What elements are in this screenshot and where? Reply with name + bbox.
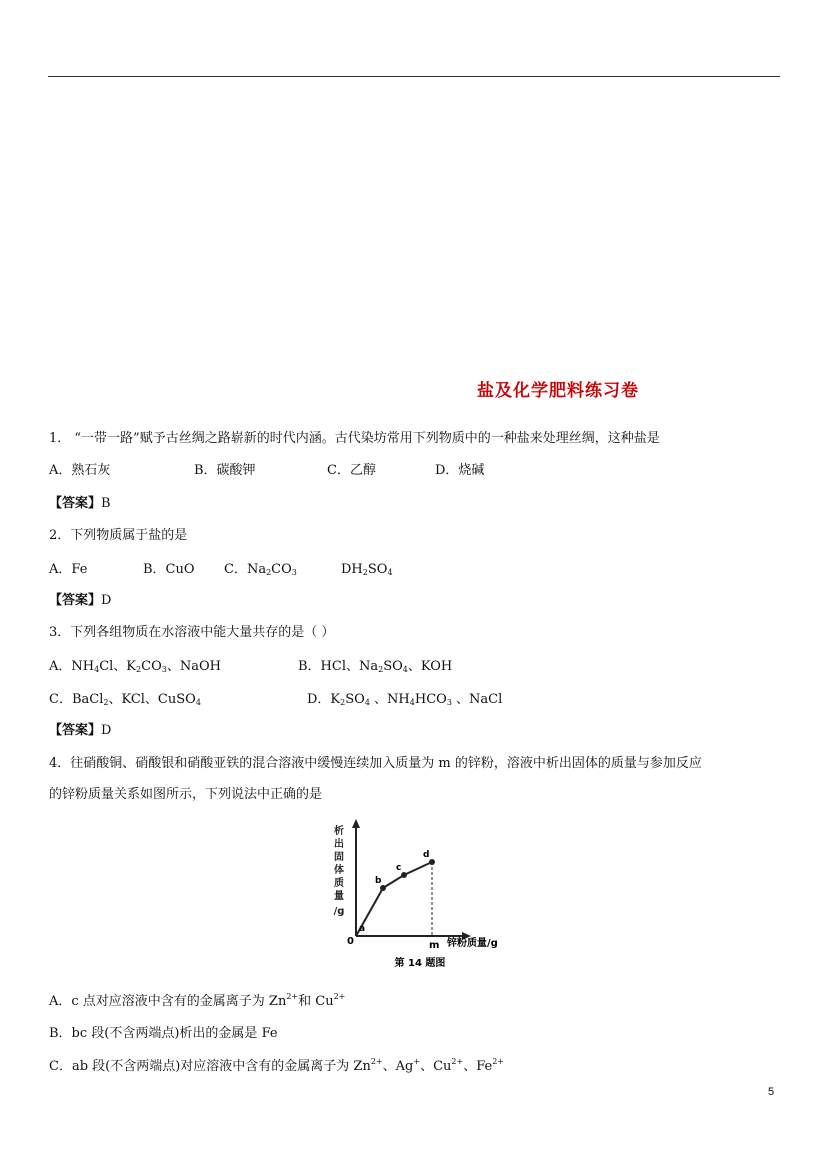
page-number: 5 [768, 1086, 775, 1098]
q1-option-a: A．熟石灰 [49, 463, 111, 478]
q3-options-ab [49, 655, 452, 674]
y-axis-arrow [352, 819, 360, 828]
point-c-label: c [396, 863, 402, 873]
q3-answer [49, 719, 111, 738]
data-line [356, 862, 432, 936]
point-d [429, 859, 435, 865]
y-axis-label [334, 824, 345, 917]
answer-value: B [101, 496, 111, 511]
q1-option-c: C．乙醇 [327, 463, 376, 478]
q2-stem: 2．下列物质属于盐的是 [49, 528, 188, 543]
q2-options [49, 558, 393, 577]
svg-text:量: 量 [334, 891, 344, 902]
q4-stem-line2: 的锌粉质量关系如图所示，下列说法中正确的是 [49, 787, 323, 802]
q1-stem: 1． “一带一路”赋予古丝绸之路崭新的时代内涵。古代染坊常用下列物质中的一种盐来处理丝绸，这种盐是 [49, 431, 660, 446]
q1-options [49, 459, 484, 478]
answer-label: 【答案】 [49, 723, 102, 738]
svg-text:质: 质 [334, 878, 344, 889]
answer-value: D [101, 593, 112, 608]
svg-text:固: 固 [334, 852, 344, 863]
svg-text:/g: /g [333, 906, 345, 917]
q4-stem-line1: 4．往硝酸铜、硝酸银和硝酸亚铁的混合溶液中缓慢连续加入质量为 m 的锌粉，溶液中析出固体的质量与参加反应 [49, 756, 702, 771]
header-rule [48, 76, 780, 77]
q2-option-a: A．Fe [49, 562, 88, 577]
origin-label: 0 [347, 936, 354, 947]
q4-figure [325, 818, 525, 973]
q3-option-a: A．$NH_4Cl$、$K_2CO_3$、NaOH [49, 659, 221, 674]
answer-label: 【答案】 [49, 593, 102, 608]
figure-caption: 第 14 题图 [394, 958, 446, 969]
q4-option-c: C．ab 段(不含两端点)对应溶液中含有的金属离子为 $Zn^{2+}$、Ag+、$Cu^{2+}$、$Fe^{2+}$ [49, 1057, 504, 1074]
q3-option-d: D．$K_2SO_4$ 、$NH_4HCO_3$ 、NaCl [307, 692, 503, 707]
point-d-label: d [423, 850, 430, 860]
svg-text:体: 体 [334, 865, 344, 876]
q3-option-c: C．BaCl$_2$、KCl、CuSO$_4$ [49, 692, 201, 707]
q1-option-d: D．烧碱 [435, 463, 485, 478]
q2-option-d: $DH_2SO_4$ [341, 562, 393, 577]
q3-option-b: B．HCl、$Na_2SO_4$、KOH [298, 659, 453, 674]
q4-option-a: A．c 点对应溶液中含有的金属离子为 $Zn^{2+}$和 $Cu^{2+}$ [49, 992, 346, 1009]
svg-text:出: 出 [334, 839, 344, 850]
answer-value: D [101, 723, 112, 738]
page-title: 盐及化学肥料练习卷 [477, 381, 639, 401]
q2-option-c: C．$Na_2CO_3$ [224, 562, 297, 577]
q3-stem: 3．下列各组物质在水溶液中能大量共存的是（ ） [49, 625, 335, 640]
point-c [401, 872, 407, 878]
q2-option-b: B．CuO [143, 562, 195, 577]
q2-answer [49, 589, 111, 608]
answer-label: 【答案】 [49, 496, 102, 511]
q1-answer [49, 492, 111, 511]
x-mark-label: m [429, 940, 440, 951]
q3-options-cd [49, 688, 502, 707]
point-a-label: a [359, 924, 366, 934]
q1-option-b: B．碳酸钾 [194, 463, 256, 478]
x-axis-label: 锌粉质量/g [447, 938, 498, 949]
svg-text:析: 析 [334, 826, 344, 837]
point-b-label: b [375, 876, 382, 886]
q4-option-b: B．bc 段(不含两端点)析出的金属是 Fe [49, 1026, 278, 1041]
